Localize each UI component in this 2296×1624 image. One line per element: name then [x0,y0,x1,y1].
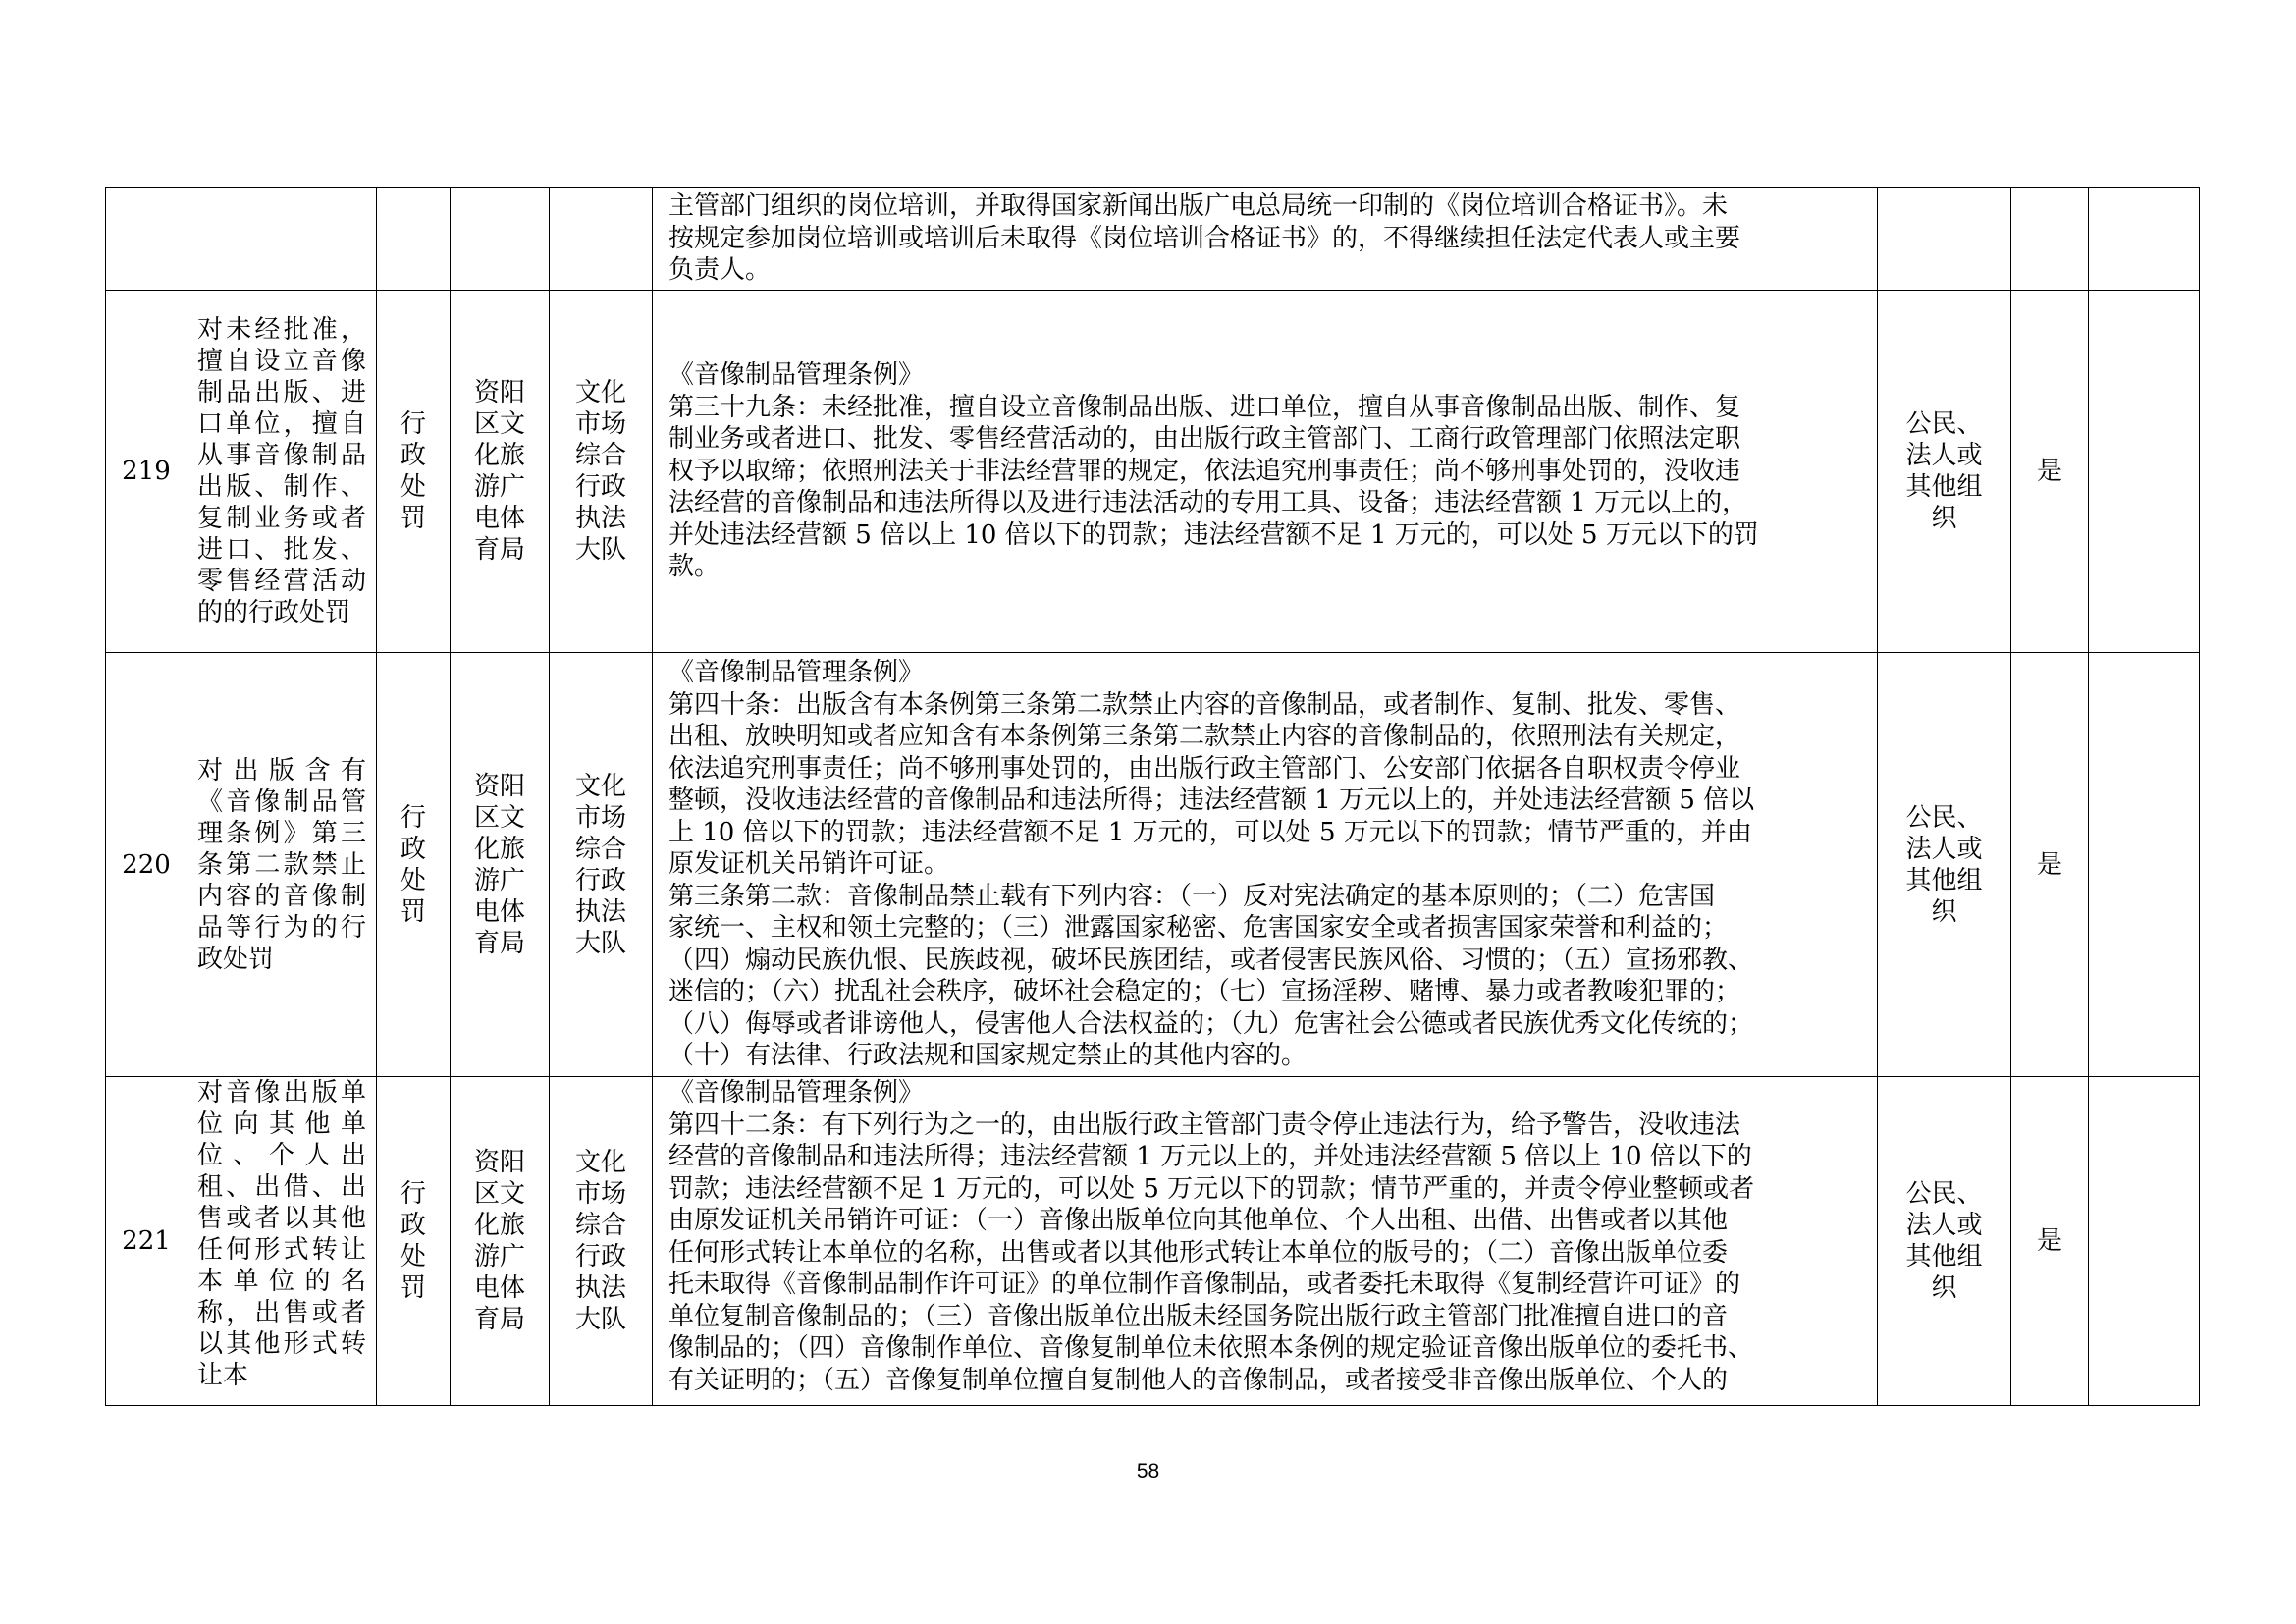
basis-line: （四）煽动民族仇恨、民族歧视，破坏民族团结，或者侵害民族风俗、习惯的；（五）宣扬邪教、 [668,945,1754,975]
department-cell [451,291,550,653]
remarks-cell [2089,188,2200,291]
legal-basis-cell [653,188,1878,291]
basis-line: 任何形式转让本单位的名称，出售或者以其他形式转让本单位的版号的；（二）音像出版单位委 [668,1237,1729,1268]
basis-line: 迷信的；（六）扰乱社会秩序，破坏社会稳定的；（七）宣扬淫秽、赌博、暴力或者教唆犯罪的； [668,977,1741,1007]
legal-basis-cell [653,291,1878,653]
basis-line: 第四十二条：有下列行为之一的，由出版行政主管部门责令停止违法行为，给予警告，没收违法 [668,1110,1741,1140]
subject-cell [1878,653,2011,1077]
flag-cell: 是 [2011,291,2089,653]
basis-line: 第三条第二款：音像制品禁止载有下列内容：（一）反对宪法确定的基本原则的；（二）危害国 [668,881,1716,911]
legal-basis-cell [653,1077,1878,1406]
basis-line: 制业务或者进口、批发、零售经营活动的，由出版行政主管部门、工商行政管理部门依照法定职 [668,424,1741,455]
remarks-cell [2089,1077,2200,1406]
executing-team-text: 文化市场综合行政执法大队 [574,378,626,565]
power-type-cell [377,291,451,653]
power-type-cell [377,1077,451,1406]
basis-line: 罚款；违法经营额不足 1 万元的，可以处 5 万元以下的罚款；情节严重的，并责令停业整顿或者 [668,1173,1755,1204]
executing-team-text: 文化市场综合行政执法大队 [574,1148,626,1334]
power-type-cell [377,188,451,291]
table-row [106,188,2200,291]
remarks-cell [2089,653,2200,1077]
subject-cell [1878,1077,2011,1406]
basis-line: （十）有法律、行政法规和国家规定禁止的其他内容的。 [668,1041,1308,1071]
subject-text: 公民、法人或其他组织 [1905,802,1983,927]
power-type-cell [377,653,451,1077]
department-cell [451,653,550,1077]
basis-line: 依法追究刑事责任；尚不够刑事处罚的，由出版行政主管部门、公安部门依据各自职权责令停业 [668,753,1741,784]
basis-line: 托未取得《音像制品制作许可证》的单位制作音像制品，或者委托未取得《复制经营许可证》的 [668,1270,1741,1299]
executing-team-cell [550,1077,653,1406]
basis-line: 第三十九条：未经批准，擅自设立音像制品出版、进口单位，擅自从事音像制品出版、制作、复 [668,392,1741,422]
basis-line: 按规定参加岗位培训或培训后未取得《岗位培训合格证书》的，不得继续担任法定代表人或主要 [668,223,1741,253]
row-number-cell: 219 [106,291,187,653]
item-name-cell: 对未经批准，擅自设立音像制品出版、进口单位，擅自从事音像制品出版、制作、复制业务或者进口、批发、零售经营活动的的行政处罚 [187,291,377,653]
basis-line: 主管部门组织的岗位培训，并取得国家新闻出版广电总局统一印制的《岗位培训合格证书》。未 [668,191,1729,222]
item-name-cell [187,188,377,291]
item-name-cell: 对出版含有《音像制品管理条例》第三条第二款禁止内容的音像制品等行为的行政处罚 [187,653,377,1077]
flag-cell: 是 [2011,1077,2089,1406]
row-number-cell [106,188,187,291]
basis-line: 像制品的；（四）音像制作单位、音像复制单位未依照本条例的规定验证音像出版单位的委托书、 [668,1333,1754,1363]
department-cell [451,1077,550,1406]
basis-line: 出租、放映明知或者应知含有本条例第三条第二款禁止内容的音像制品的，依照刑法有关规定， [668,722,1741,752]
basis-line: 款。 [668,552,721,582]
basis-line: 单位复制音像制品的；（三）音像出版单位出版未经国务院出版行政主管部门批准擅自进口的音 [668,1301,1729,1331]
basis-line: 上 10 倍以下的罚款；违法经营额不足 1 万元的，可以处 5 万元以下的罚款；情节严重的，并由 [668,817,1752,847]
power-type-text: 行政处罚 [400,1179,426,1303]
basis-line: 由原发证机关吊销许可证：（一）音像出版单位向其他单位、个人出租、出借、出售或者以其他 [668,1206,1729,1235]
subject-text: 公民、法人或其他组织 [1905,1179,1983,1303]
flag-cell [2011,188,2089,291]
department-text: 资阳区文化旅游广电体育局 [473,1148,525,1334]
powers-list-table [105,187,2200,1406]
flag-cell: 是 [2011,653,2089,1077]
table-row [106,653,2200,1077]
legal-basis-cell [653,653,1878,1077]
basis-line: 《音像制品管理条例》 [668,658,925,688]
table-row [106,291,2200,653]
item-name-cell: 对音像出版单位向其他单位、个人出租、出借、出售或者以其他任何形式转让本单位的名称，出售或者以其他形式转让本 [187,1077,377,1406]
basis-line: 有关证明的；（五）音像复制单位擅自复制他人的音像制品，或者接受非音像出版单位、个人的 [668,1365,1729,1395]
executing-team-cell [550,291,653,653]
basis-line: 整顿，没收违法经营的音像制品和违法所得；违法经营额 1 万元以上的，并处违法经营额 5 倍以 [668,785,1755,816]
power-type-text: 行政处罚 [400,802,426,927]
subject-cell [1878,291,2011,653]
basis-line: 法经营的音像制品和违法所得以及进行违法活动的专用工具、设备；违法经营额 1 万元以上的， [668,488,1748,518]
table-row [106,1077,2200,1406]
remarks-cell [2089,291,2200,653]
row-number-cell: 220 [106,653,187,1077]
executing-team-text: 文化市场综合行政执法大队 [574,771,626,958]
power-type-text: 行政处罚 [400,409,426,533]
basis-line: 《音像制品管理条例》 [668,360,925,391]
page-number: 58 [1136,1460,1160,1483]
basis-line: 第四十条：出版含有本条例第三条第二款禁止内容的音像制品，或者制作、复制、批发、零售、 [668,689,1741,720]
basis-line: （八）侮辱或者诽谤他人，侵害他人合法权益的；（九）危害社会公德或者民族优秀文化传统的； [668,1008,1754,1039]
department-text: 资阳区文化旅游广电体育局 [473,378,525,565]
department-text: 资阳区文化旅游广电体育局 [473,771,525,958]
basis-line: 负责人。 [668,255,772,286]
subject-text: 公民、法人或其他组织 [1905,409,1983,533]
executing-team-cell [550,653,653,1077]
basis-line: 并处违法经营额 5 倍以上 10 倍以下的罚款；违法经营额不足 1 万元的，可以处 5 万元以下的罚 [668,519,1759,550]
basis-line: 权予以取缔；依照刑法关于非法经营罪的规定，依法追究刑事责任；尚不够刑事处罚的，没收违 [668,456,1741,486]
basis-line: 经营的音像制品和违法所得；违法经营额 1 万元以上的，并处违法经营额 5 倍以上 10 倍以下的 [668,1142,1752,1171]
basis-line: 《音像制品管理条例》 [668,1078,925,1108]
executing-team-cell [550,188,653,291]
row-number-cell: 221 [106,1077,187,1406]
department-cell [451,188,550,291]
basis-line: 原发证机关吊销许可证。 [668,849,950,880]
subject-cell [1878,188,2011,291]
basis-line: 家统一、主权和领土完整的；（三）泄露国家秘密、危害国家安全或者损害国家荣誉和利益的； [668,913,1729,944]
